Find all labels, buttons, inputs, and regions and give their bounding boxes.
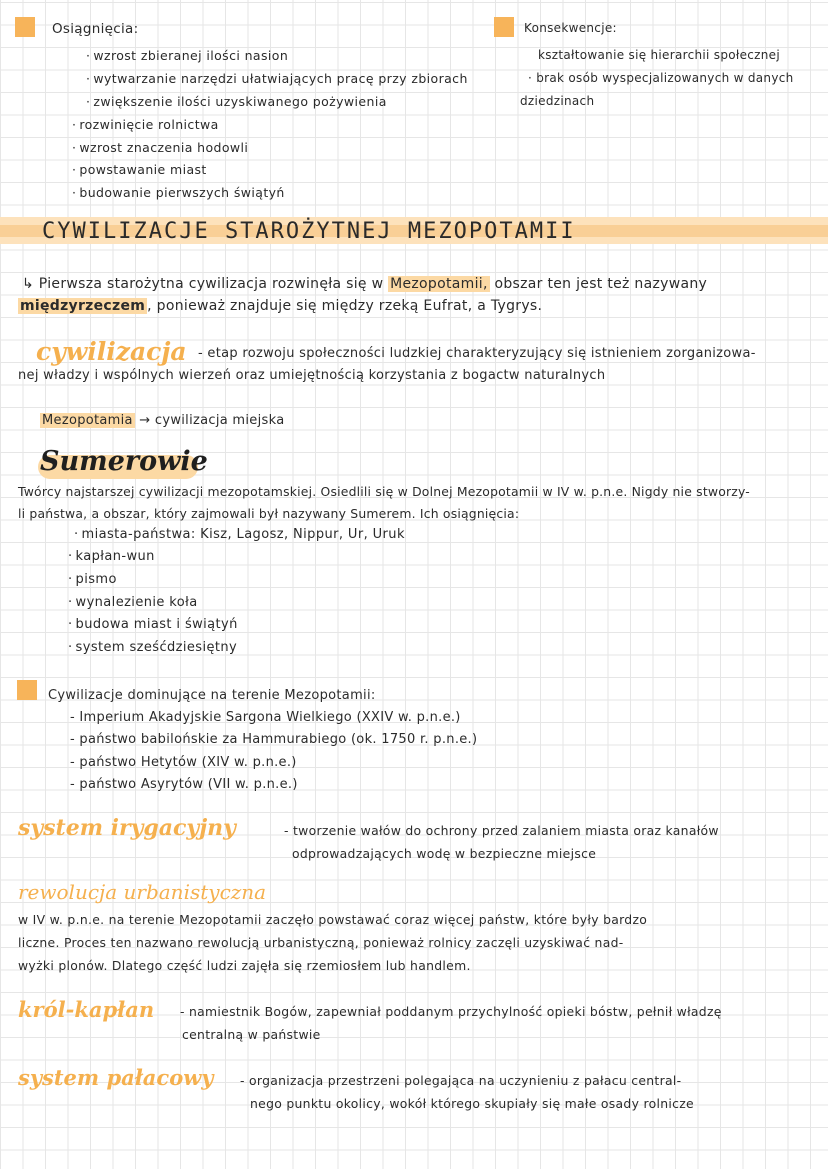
list-item: · system sześćdziesiętny (68, 640, 237, 655)
page-title: CYWILIZACJE STAROŻYTNEJ MEZOPOTAMII (42, 219, 576, 244)
definition-line: - namiestnik Bogów, zapewniał poddanym przychylność opieki bóstw, pełnił władzę (180, 1004, 722, 1019)
list-item: · powstawanie miast (72, 162, 207, 177)
orange-square-icon (17, 680, 37, 700)
list-item: · budowa miast i świątyń (68, 617, 238, 632)
list-item: · pismo (68, 572, 117, 587)
definition-line: - organizacja przestrzeni polegająca na uczynieniu z pałacu central- (240, 1073, 682, 1088)
orange-square-icon (494, 17, 514, 37)
list-item: · wzrost znaczenia hodowli (72, 140, 248, 155)
intro-text: ↳ Pierwsza starożytna cywilizacja rozwinęła się w (22, 276, 384, 292)
list-item: · zwiększenie ilości uzyskiwanego pożywienia (86, 94, 387, 109)
urban-paragraph-line: w IV w. p.n.e. na terenie Mezopotamii zaczęło powstawać coraz więcej państw, które były bardzo (18, 912, 648, 927)
dominant-item: - państwo Hetytów (XIV w. p.n.e.) (70, 755, 297, 770)
achievements-heading: Osiągnięcia: (52, 21, 139, 37)
dominant-heading: Cywilizacje dominujące na terenie Mezopotamii: (48, 688, 376, 703)
list-item: · rozwinięcie rolnictwa (72, 117, 219, 132)
list-item: · miasta-państwa: Kisz, Lagosz, Nippur, Ur, Uruk (74, 527, 405, 542)
definition-line: - etap rozwoju społeczności ludzkiej charakteryzujący się istnieniem zorganizowa- (198, 346, 756, 361)
definition-line: nej władzy i wspólnych wierzeń oraz umiejętnością korzystania z bogactw naturalnych (18, 368, 606, 383)
consequences-heading: Konsekwencje: (524, 21, 617, 35)
highlight-mezopotamia-label: Mezopotamia (42, 413, 133, 428)
dominant-item: - państwo babilońskie za Hammurabiego (ok. 1750 r. p.n.e.) (70, 732, 478, 747)
list-item: · kapłan-wun (68, 549, 155, 564)
highlight-mezopotamia: Mezopotamii, (390, 276, 488, 292)
term-krol-kaplan: król-kapłan (18, 997, 155, 1022)
definition-line: odprowadzających wodę w bezpieczne miejsce (292, 846, 597, 861)
dominant-item: - państwo Asyrytów (VII w. p.n.e.) (70, 777, 298, 792)
list-item: · wzrost zbieranej ilości nasion (86, 48, 288, 63)
intro-line-2 (18, 298, 542, 314)
intro-text: obszar ten jest też nazywany (494, 276, 708, 292)
mezo-line (40, 413, 284, 428)
intro-line-1 (22, 276, 707, 292)
definition-line: centralną w państwie (182, 1027, 321, 1042)
mezo-rest: → cywilizacja miejska (139, 413, 285, 428)
consequences-line: kształtowanie się hierarchii społecznej (538, 48, 780, 62)
orange-square-icon (15, 17, 35, 37)
urban-paragraph-line: wyżki plonów. Dlatego część ludzi zajęła się rzemiosłem lub handlem. (18, 958, 471, 973)
list-item: · wytwarzanie narzędzi ułatwiających pracę przy zbiorach (86, 71, 468, 86)
urban-paragraph-line: liczne. Proces ten nazwano rewolucją urbanistyczną, ponieważ rolnicy zaczęli uzyskiwać nad- (18, 935, 624, 950)
term-system-palacowy: system pałacowy (18, 1065, 214, 1090)
consequences-line: dziedzinach (520, 94, 595, 108)
dominant-item: - Imperium Akadyjskie Sargona Wielkiego (XXIV w. p.n.e.) (70, 710, 461, 725)
definition-line: nego punktu okolicy, wokół którego skupiały się małe osady rolnicze (250, 1096, 694, 1111)
consequences-line: · brak osób wyspecjalizowanych w danych (528, 71, 794, 85)
sumer-paragraph-line: Twórcy najstarszej cywilizacji mezopotamskiej. Osiedlili się w Dolnej Mezopotamii w IV w. p.n.e. Nigdy nie stworzy- (18, 484, 750, 499)
list-item: · budowanie pierwszych świątyń (72, 185, 285, 200)
intro-text: , ponieważ znajduje się między rzeką Eufrat, a Tygrys. (147, 298, 543, 314)
definition-line: - tworzenie wałów do ochrony przed zalaniem miasta oraz kanałów (284, 823, 719, 838)
term-system-irygacyjny: system irygacyjny (18, 815, 236, 841)
sumer-paragraph-line: li państwa, a obszar, który zajmowali był nazywany Sumerem. Ich osiągnięcia: (18, 506, 520, 521)
sumer-heading: Sumerowie (40, 446, 208, 477)
term-rewolucja-urbanistyczna: rewolucja urbanistyczna (18, 880, 267, 904)
term-cywilizacja: cywilizacja (36, 337, 187, 366)
list-item: · wynalezienie koła (68, 595, 198, 610)
highlight-miedzyrzecze: międzyrzeczem (20, 298, 146, 314)
